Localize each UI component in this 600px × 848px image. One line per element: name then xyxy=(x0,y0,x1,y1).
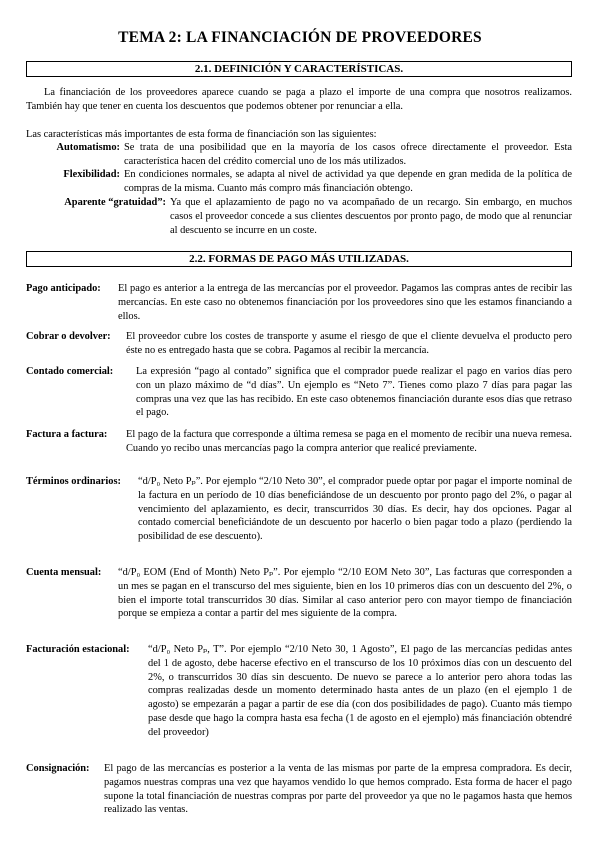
payment-form-text: “d/P₀ EOM (End of Month) Neto Pₚ”. Por ejemplo “2/10 EOM Neto 30”, Las facturas que corresponden a un mes se pagan en el transcurso del mes siguiente, bien en los 10 primeros días con un descuento del 2%, o bien el importe total transcurridos 30 días. Similar al caso anterior pero con mayor tiempo de financiación porque se empieza a contar a partir del mes siguiente de la compra. xyxy=(118,567,572,620)
characteristics-lead: Las características más importantes de esta forma de financiación son las siguientes: xyxy=(26,129,377,140)
characteristic-text: Se trata de una posibilidad que en la mayoría de los casos ofrece directamente el proveedor. Esta característica hacen del crédito comercial uno de los más utilizados. xyxy=(124,142,572,167)
payment-form-term: Contado comercial: xyxy=(26,366,114,377)
payment-form-factura-a-factura xyxy=(26,428,572,456)
payment-form-term: Factura a factura: xyxy=(26,429,108,440)
payment-form-term: Consignación: xyxy=(26,763,90,774)
characteristic-text: Ya que el aplazamiento de pago no va acompañado de un recargo. Sin embargo, en muchos casos el proveedor concede a sus clientes descuentos por pronto pago, de modo que al renunciar al descuento se incurre en un coste. xyxy=(170,197,572,236)
payment-form-term: Cobrar o devolver: xyxy=(26,331,111,342)
payment-form-consignacion xyxy=(26,762,572,817)
characteristic-text: En condiciones normales, se adapta al nivel de actividad ya que depende en gran medida de la política de compras de la misma. Cuanto más compro más financiación obtengo. xyxy=(124,169,572,194)
payment-form-pago-anticipado xyxy=(26,282,572,323)
characteristic-term: Aparente “gratuidad”: xyxy=(64,197,166,208)
characteristic-automatismo xyxy=(26,141,572,169)
section-heading-payment-forms: 2.2. FORMAS DE PAGO MÁS UTILIZADAS. xyxy=(26,251,572,267)
payment-form-text: “d/P₀ Neto Pₚ, T”. Por ejemplo “2/10 Neto 30, 1 Agosto”, El pago de las mercancías pedidas antes del 1 de agosto, debe hacerse efectivo en el transcurso de los 10 próximos días con un descuento del 2%, o transcurridos 30 días sin descuento. De nuevo se parece a lo anterior pero ahora todas las compras realizadas desde un momento determinado hasta antes de un plazo (en el ejemplo 1 de agosto) se empezarán a pagar a partir de ese día (con dos posibilidades de pago). Cuanto más tiempo pase desde que hago la compra hasta esa fecha (1 de agosto en el ejemplo) más financiación obtendré del proveedor) xyxy=(148,644,572,738)
payment-form-terminos-ordinarios xyxy=(26,475,572,544)
document-title: TEMA 2: LA FINANCIACIÓN DE PROVEEDORES xyxy=(118,29,482,46)
payment-form-term: Facturación estacional: xyxy=(26,644,130,655)
payment-form-text: El proveedor cubre los costes de transporte y asume el riesgo de que el cliente devuelva el producto pero éste no es entregado hasta que se cobra. Pagamos al recibir la mercancía. xyxy=(126,331,572,356)
characteristic-term: Flexibilidad: xyxy=(63,169,120,180)
payment-form-facturacion-estacional xyxy=(26,643,572,740)
payment-form-contado-comercial xyxy=(26,365,572,420)
payment-form-term: Cuenta mensual: xyxy=(26,567,102,578)
intro-paragraph: La financiación de los proveedores aparece cuando se paga a plazo el importe de una compra que nosotros realizamos. También hay que tener en cuenta los descuentos que podemos obtener por renunciar a ella. xyxy=(26,87,572,113)
characteristic-term: Automatismo: xyxy=(56,142,120,153)
characteristic-gratuidad xyxy=(26,196,572,237)
payment-form-term: Términos ordinarios: xyxy=(26,476,121,487)
payment-form-cuenta-mensual xyxy=(26,566,572,621)
payment-form-text: El pago de la factura que corresponde a última remesa se paga en el momento de recibir una nueva remesa. Cuando yo recibo unas mercancías pago la compra anterior que realicé previamente. xyxy=(126,429,572,454)
payment-form-text: El pago de las mercancías es posterior a la venta de las mismas por parte de la empresa compradora. Es decir, pagamos nuestras compras una vez que hayamos vendido lo que hemos comprado. Esta forma de hacer el pago supone la total financiación de nuestras compras por parte del proveedor ya que no le pagamos hasta que hemos realizado las ventas. xyxy=(104,763,572,816)
payment-form-term: Pago anticipado: xyxy=(26,283,101,294)
payment-form-text: La expresión “pago al contado” significa que el comprador puede realizar el pago en varios días pero con un plazo máximo de “d días”. Un ejemplo es “Neto 7”. Tienes como plazo 7 días para pagar las compras una vez que las has recibido. En este caso obtenemos financiación durante esos días que retraso el pago. xyxy=(136,366,572,419)
payment-form-text: El pago es anterior a la entrega de las mercancías por el proveedor. Pagamos las compras antes de recibir las mercancías. En este caso no obtenemos financiación por los proveedores sino que les estamos financiando a ellos. xyxy=(118,283,572,322)
payment-form-text: “d/P₀ Neto Pₚ”. Por ejemplo “2/10 Neto 30”, el comprador puede optar por pagar el importe nominal de la factura en un período de 10 días beneficiándose de un descuento por pronto pago del 2%, o pagar al vencimiento del aplazamiento, es decir, transcurridos 30 días. Es decir, hay dos opciones. Pagar al contado comercial beneficiándote de un descuento por hacerlo o bien pagar todo a plazo (perdiendo la posibilidad de ese descuento). xyxy=(138,476,572,543)
payment-form-cobrar-devolver xyxy=(26,330,572,358)
characteristic-flexibilidad xyxy=(26,168,572,196)
section-heading-definition: 2.1. DEFINICIÓN Y CARACTERÍSTICAS. xyxy=(26,61,572,77)
